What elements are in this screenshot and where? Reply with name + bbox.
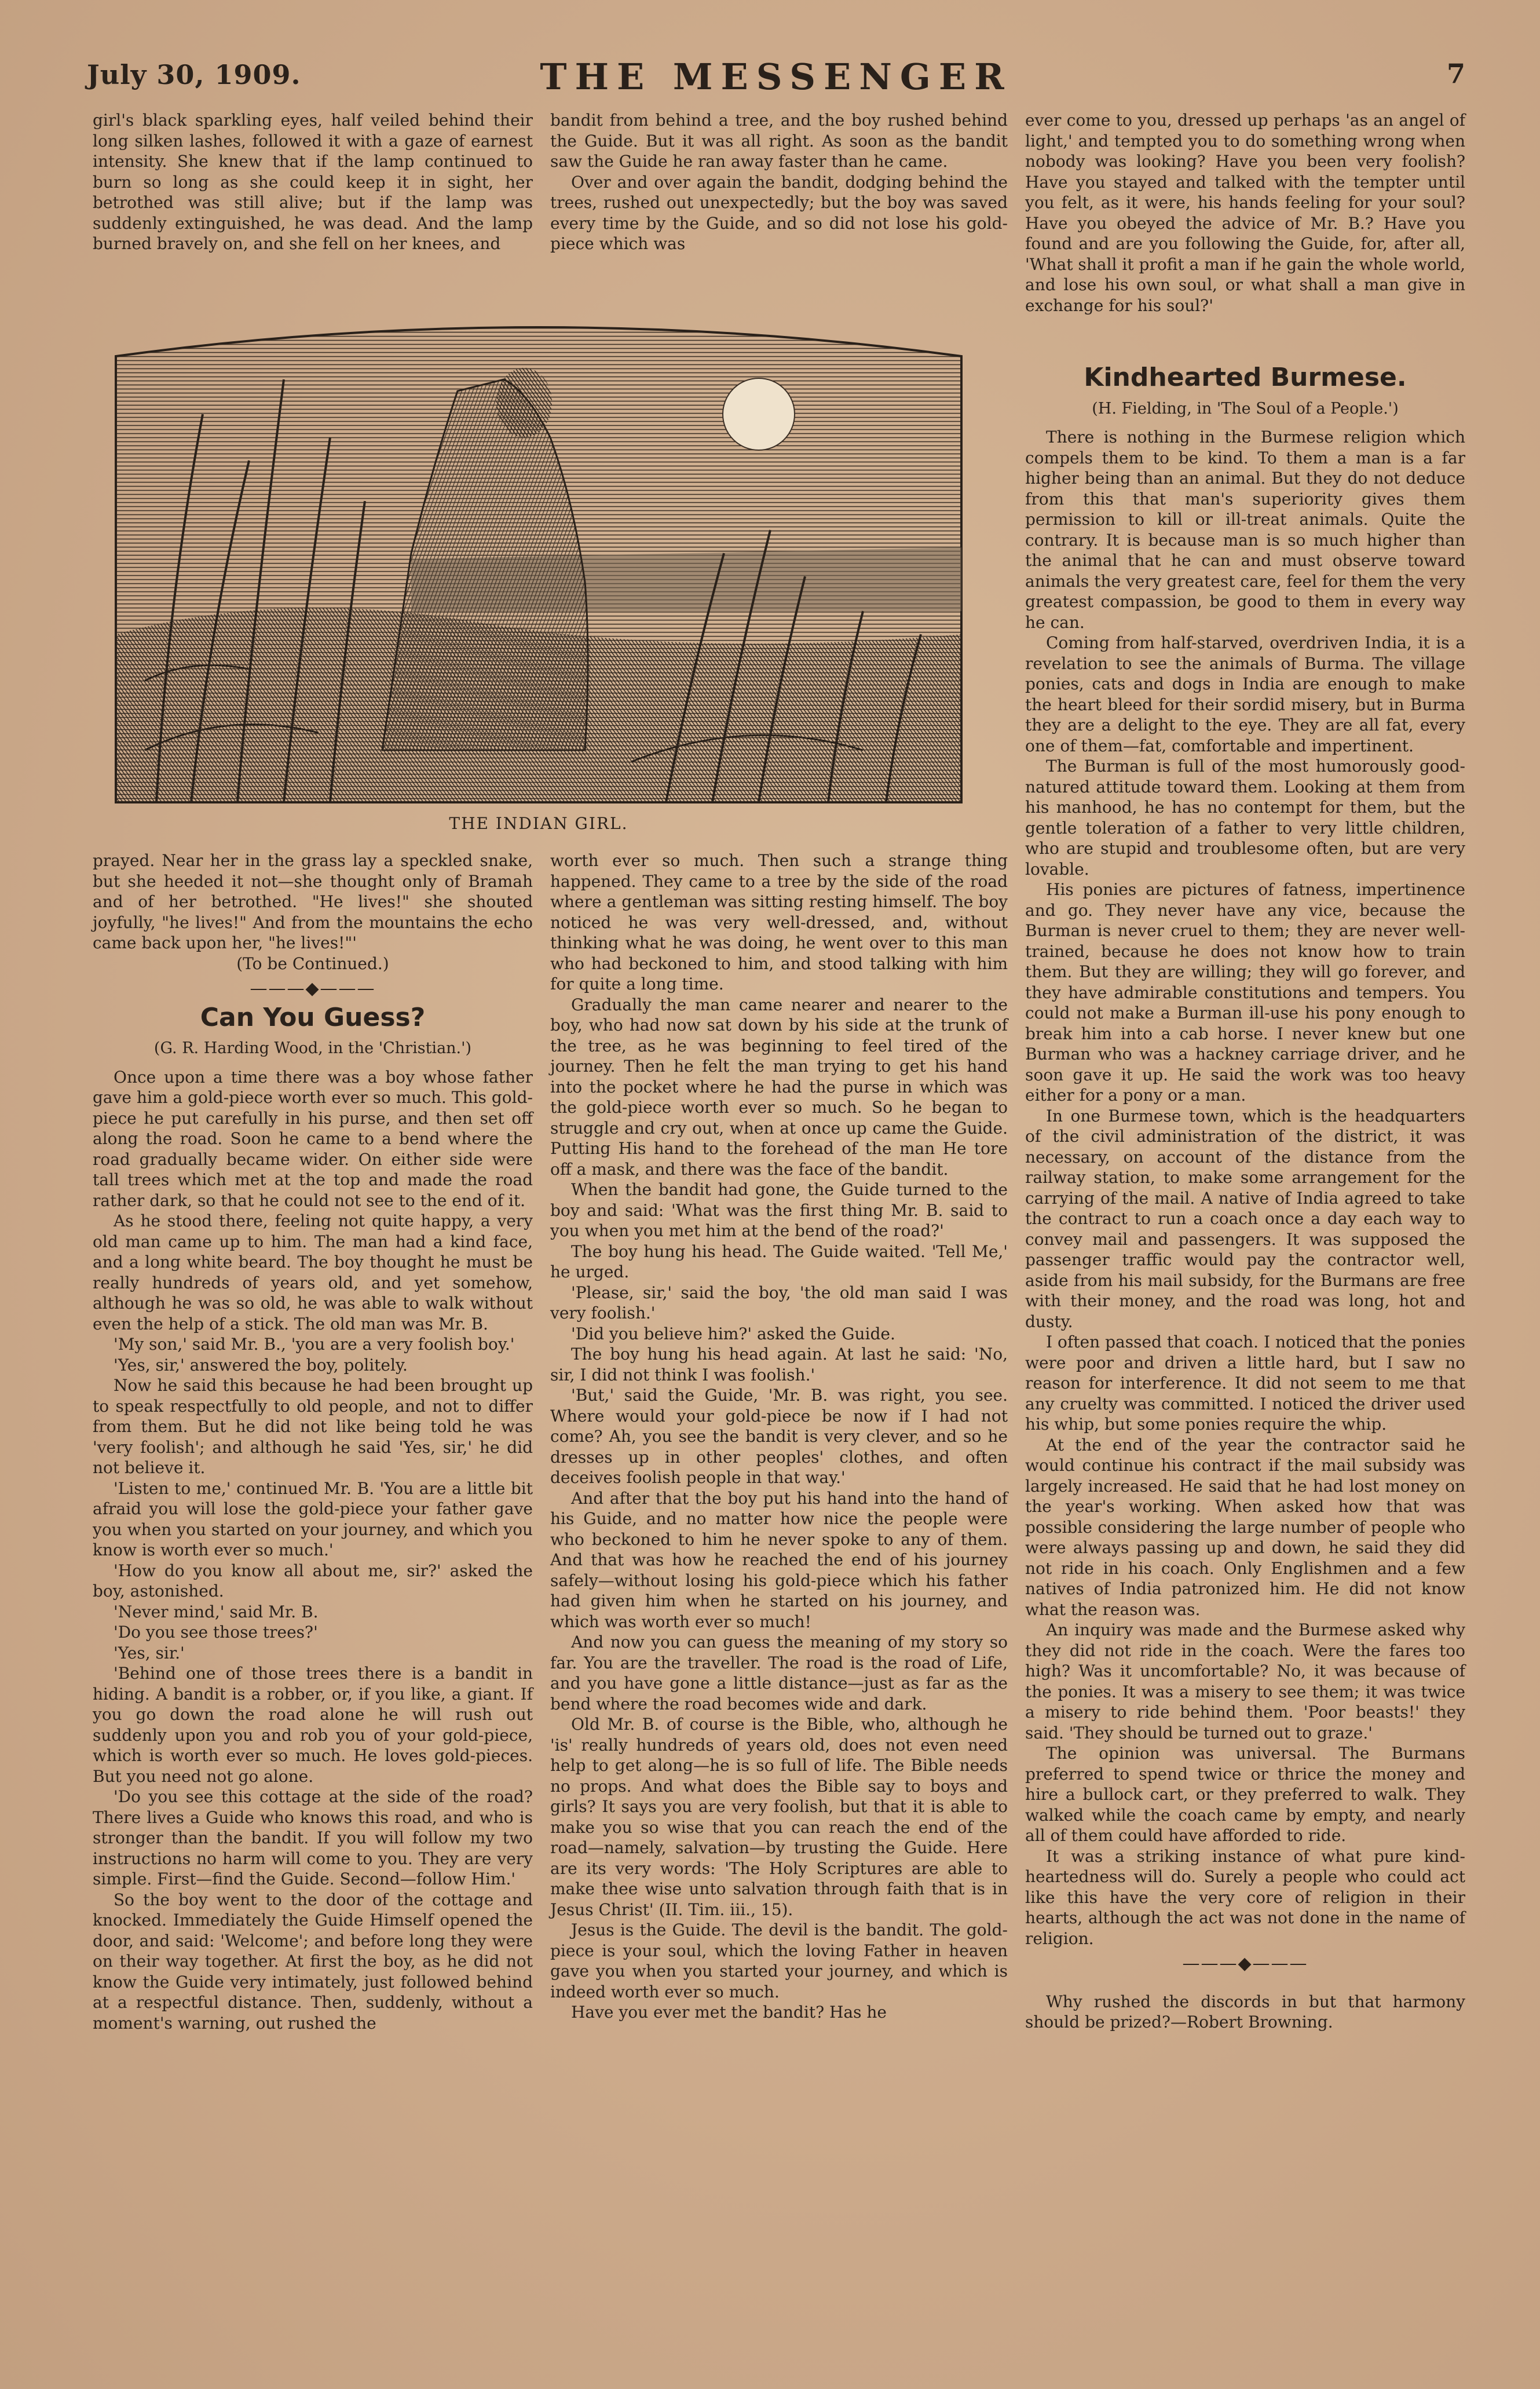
page-number: 7 [1446,58,1465,89]
article-paragraph: Have you ever met the bandit? Has he [571,2003,887,2022]
column-1-top [93,110,533,254]
article-paragraph: I often passed that coach. I noticed that the ponies were poor and driven a little hard, but I saw no reason for interference. It did not seem to me that any cruelty was committed. I noticed the driver used his whip, but some ponies require the whip. [1025,1332,1465,1434]
article-headline-kindhearted-burmese: Kindhearted Burmese. [1084,363,1407,392]
story-fragment: girl's black sparkling eyes, half veiled behind their long silken lashes, followed it with a gaze of earnest intensity. She knew that if the lamp continued to burn so long as she could keep it in sight, her betrothed was still alive; but if the lamp was suddenly extinguished, he was dead. And the lamp burned bravely on, and she fell on her knees, and [93,111,533,253]
story-end: prayed. Near her in the grass lay a speckled snake, but she heeded it not—she thought only of Bramah and of her betrothed. "He lives!" she shouted joyfully, "he lives!" And from the mountains the echo came back upon her, "he lives!"' [93,851,533,952]
article-paragraph: Coming from half-starved, overdriven India, it is a revelation to see the animals of Burma. The village ponies, cats and dogs in India are enough to make the heart bleed for their sordid misery, but in Burma they are a delight to the eye. They are all fat, every one of them—fat, comfortable and impertinent. [1025,633,1465,755]
article-byline: (H. Fielding, in 'The Soul of a People.') [1092,399,1399,418]
illustration-caption: THE INDIAN GIRL. [449,814,628,833]
column-2-bottom [550,850,1008,2023]
article-paragraph: Once upon a time there was a boy whose father gave him a gold-piece worth ever so much. This gold-piece he put carefully in his purse, and then set off along the road. Soon he came to a bend where the road gradually became wider. On either side were tall trees which met at the top and made the road rather dark, so that he could not see to the end of it. [93,1067,533,1210]
column-2-top [550,110,1008,254]
story-fragment: bandit from behind a tree, and the boy rushed behind the Guide. But it was all right. As soon as the bandit saw the Guide he ran away faster than he came. [550,111,1008,171]
article-paragraph: When the bandit had gone, the Guide turned to the boy and said: 'What was the first thing Mr. B. said to you when you met him at the bend of the road?' [550,1180,1008,1240]
article-paragraph: worth ever so much. Then such a strange thing happened. They came to a tree by the side of the road where a gentleman was sitting resting himself. The boy noticed he was very well-dressed, and, without thinking what he was doing, he went over to this man who had beckoned to him, and stood talking with him for quite a long time. [550,851,1008,993]
article-paragraph: Gradually the man came nearer and nearer to the boy, who had now sat down by his side at the trunk of the tree, as he was beginning to feel tired of the journey. Then he felt the man trying to get his hand into the pocket where he had the purse in which was the gold-piece worth ever so much. So he began to struggle and cry out, when at once up came the Guide. Putting His hand to the forehead of the man He tore off a mask, and there was the face of the bandit. [550,995,1008,1179]
article-paragraph: The opinion was universal. The Burmans preferred to spend twice or thrice the money and hire a bullock cart, or they preferred to walk. They walked while the coach came by empty, and nearly all of them could have afforded to ride. [1025,1744,1465,1845]
newspaper-title: THE MESSENGER [540,56,1012,98]
article-paragraph: The boy hung his head. The Guide waited. 'Tell Me,' he urged. [550,1241,1008,1281]
article-paragraph: At the end of the year the contractor said he would continue his contract if the mail subsidy was largely increased. He said that he had lost money on the year's working. When asked how that was possible considering the large number of people who were always passing up and down, he said they did not ride in his coach. Only Englishmen and a few natives of India patronized him. He did not know what the reason was. [1025,1435,1465,1619]
article-paragraph: Now he said this because he had been brought up to speak respectfully to old people, and not to differ from them. But he did not like being told he was 'very foolish'; and although he said 'Yes, sir,' he did not believe it. [93,1376,533,1477]
column-3-bottom [1025,359,1465,2033]
article-paragraph: 'Do you see those trees?' [114,1623,318,1642]
article-paragraph: 'Listen to me,' continued Mr. B. 'You are a little bit afraid you will lose the gold-piece your father gave you when you started on your journey, and which you know is worth ever so much.' [93,1478,533,1559]
article-paragraph: The Burman is full of the most humorously good-natured attitude toward them. Looking at them from his manhood, he has no contempt for them, but the gentle toleration of a father to very little children, who are stupid and troublesome often, but are very lovable. [1025,757,1465,879]
article-paragraph: 'But,' said the Guide, 'Mr. B. was right, you see. Where would your gold-piece be now if I had not come? Ah, you see the bandit is very clever, and so he dresses up in other peoples' clothes, and often deceives foolish people in that way.' [550,1386,1008,1487]
column-3-top [1025,110,1465,316]
story-fragment: Over and over again the bandit, dodging behind the trees, rushed out unexpectedly; but the boy was saved every time by the Guide, and so did not lose his gold-piece which was [550,172,1008,253]
article-paragraph: 'Please, sir,' said the boy, 'the old man said I was very foolish.' [550,1283,1008,1323]
article-paragraph: 'Did you believe him?' asked the Guide. [571,1324,895,1343]
section-ornament: ———◆——— [1182,1953,1308,1974]
article-paragraph: His ponies are pictures of fatness, impertinence and go. They never have any vice, because the Burman is never cruel to them; they are never well-trained, because he does not know how to train them. But they are willing; they will go forever, and they have admirable constitutions and tempers. You could not make a Burman ill-use his pony enough to break him into a cab horse. I never knew but one Burman who was a hackney carriage driver, and he soon gave it up. He said the work was too heavy either for a pony or a man. [1025,880,1465,1105]
article-paragraph: 'Behind one of those trees there is a bandit in hiding. A bandit is a robber, or, if you like, a giant. If you go down the road alone he will rush out suddenly upon you and rob you of your gold-piece, which is worth ever so much. He loves gold-pieces. But you need not go alone. [93,1664,533,1786]
section-ornament: ———◆——— [250,978,376,999]
article-paragraph: Old Mr. B. of course is the Bible, who, although he 'is' really hundreds of years old, does not even need help to get along—he is so full of life. The Bible needs no props. And what does the Bible say to boys and girls? It says you are very foolish, but that it is able to make you so wise that you can reach the end of the road—namely, salvation—by trusting the Guide. Here are its very words: 'The Holy Scriptures are able to make thee wise unto salvation through faith that is in Jesus Christ' (II. Tim. iii., 15). [550,1715,1008,1919]
article-paragraph: An inquiry was made and the Burmese asked why they did not ride in the coach. Were the fares too high? Was it uncomfortable? No, it was because of the ponies. It was a misery to see them; it was twice a misery to ride behind them. 'Poor beasts!' they said. 'They should be turned out to graze.' [1025,1620,1465,1743]
article-paragraph: There is nothing in the Burmese religion which compels them to be kind. To them a man is a far higher being than an animal. But they do not deduce from this that man's superiority gives them permission to kill or ill-treat animals. Quite the contrary. It is because man is so much higher than the animal that he can and must observe toward animals the very greatest care, feel for them the very greatest compassion, be good to them in every way he can. [1025,428,1465,632]
article-paragraph: 'Yes, sir,' answered the boy, politely. [114,1355,408,1375]
column-1-bottom [93,850,533,2033]
article-paragraph: It was a striking instance of what pure kind-heartedness will do. Surely a people who could act like this have the very core of religion in their hearts, although the act was not done in the name of religion. [1025,1846,1465,1948]
article-paragraph: So the boy went to the door of the cottage and knocked. Immediately the Guide Himself opened the door, and said: 'Welcome'; and before long they were on their way together. At first the boy, as he did not know the Guide very intimately, just followed behind at a respectful distance. Then, suddenly, without a moment's warning, out rushed the [93,1890,533,2033]
article-paragraph: And after that the boy put his hand into the hand of his Guide, and no matter how nice the people were who beckoned to him he never spoke to any of them. And that was how he reached the end of his journey safely—without losing his gold-piece which his father had given him when he started on his journey, and which was worth ever so much! [550,1488,1008,1631]
article-paragraph: And now you can guess the meaning of my story so far. You are the traveller. The road is the road of Life, and you have gone a little distance—just as far as the bend where the road becomes wide and dark. [550,1632,1008,1714]
story-fragment: ever come to you, dressed up perhaps 'as an angel of light,' and tempted you to do something wrong when nobody was looking? Have you been very foolish? Have you stayed and talked with the tempter until you felt, as it were, his hands feeling for your soul? Have you obeyed the advice of Mr. B.? Have you found and are you following the Guide, for, after all, 'What shall it profit a man if he gain the whole world, and lose his own soul, or what shall a man give in exchange for his soul?' [1025,111,1465,315]
indian-girl-engraving [110,310,967,808]
issue-date: July 30, 1909. [87,59,301,90]
article-paragraph: Jesus is the Guide. The devil is the bandit. The gold-piece is your soul, which the loving Father in heaven gave you when you started your journey, and which is indeed worth ever so much. [550,1920,1008,2001]
article-headline-can-you-guess: Can You Guess? [200,1002,426,1032]
to-be-continued: (To be Continued.) [236,954,389,973]
article-paragraph: 'My son,' said Mr. B., 'you are a very foolish boy.' [114,1335,515,1354]
article-paragraph: 'Never mind,' said Mr. B. [114,1602,319,1621]
article-paragraph: 'Do you see this cottage at the side of the road? There lives a Guide who knows this road, and who is stronger than the bandit. If you will follow my two instructions no harm will come to you. They are very simple. First—find the Guide. Second—follow Him.' [93,1787,533,1888]
masthead [87,56,1465,102]
article-paragraph: The boy hung his head again. At last he said: 'No, sir, I did not think I was foolish.' [550,1345,1008,1385]
article-paragraph: 'How do you know all about me, sir?' asked the boy, astonished. [93,1561,533,1601]
article-paragraph: As he stood there, feeling not quite happy, a very old man came up to him. The man had a kind face, and a long white beard. The boy thought he must be really hundreds of years old, and yet somehow, although he was so old, he was able to walk without even the help of a stick. The old man was Mr. B. [93,1211,533,1334]
article-paragraph: 'Yes, sir.' [114,1643,185,1663]
closing-quote: Why rushed the discords in but that harmony should be prized?—Robert Browning. [1025,1992,1465,2032]
article-paragraph: In one Burmese town, which is the headquarters of the civil administration of the district, it was necessary, on account of the distance from the railway station, to make some arrangement for the carrying of the mail. A native of India agreed to take the contract to run a coach once a day each way to convey mail and passengers. It was supposed the passenger traffic would pay the contractor well, aside from his mail subsidy, for the Burmans are free with their money, and the road was long, hot and dusty. [1025,1106,1465,1331]
article-byline: (G. R. Harding Wood, in the 'Christian.') [153,1039,472,1057]
